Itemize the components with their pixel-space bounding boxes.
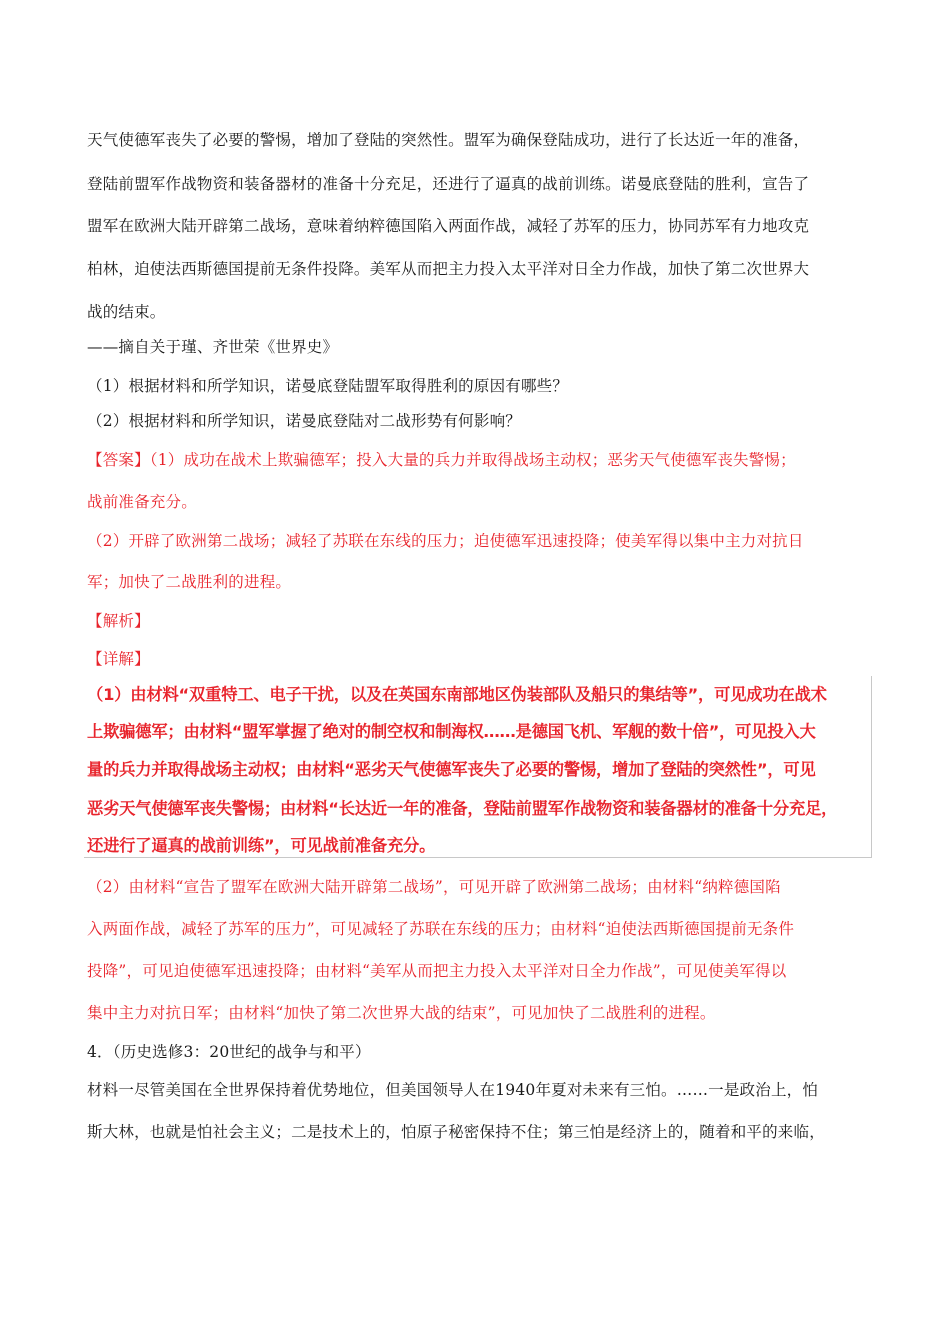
detail-line: 上欺骗德军；由材料“盟军掌握了绝对的制空权和制海权……是德国飞机、军舰的数十倍”，可见投入大 <box>87 722 816 741</box>
question-4-line: 材料一尽管美国在全世界保持着优势地位，但美国领导人在1940年夏对未来有三怕。……一是政治上，怕 <box>87 1081 819 1099</box>
answer-line: 战前准备充分。 <box>87 493 197 511</box>
answer-line: （2）开辟了欧洲第二战场；减轻了苏联在东线的压力；迫使德军迅速投降；使美军得以集中主力对抗日 <box>87 532 804 550</box>
detail-line: （1）由材料“双重特工、电子干扰，以及在英国东南部地区伪装部队及船只的集结等”，可见成功在战术 <box>87 685 827 704</box>
question-4-title: 4．（历史选修3：20世纪的战争与和平） <box>87 1043 371 1061</box>
detail-line: （2）由材料“宣告了盟军在欧洲大陆开辟第二战场”，可见开辟了欧洲第二战场；由材料“纳粹德国陷 <box>87 878 781 896</box>
question-4-line: 斯大林，也就是怕社会主义；二是技术上的，怕原子秘密保持不住；第三怕是经济上的，随着和平的来临， <box>87 1123 825 1141</box>
analysis-label: 【解析】 <box>87 612 150 630</box>
question-2: （2）根据材料和所学知识，诺曼底登陆对二战形势有何影响？ <box>87 412 521 430</box>
material-line: 登陆前盟军作战物资和装备器材的准备十分充足，还进行了逼真的战前训练。诺曼底登陆的胜利，宣告了 <box>87 175 810 193</box>
detail-line: 集中主力对抗日军；由材料“加快了第二次世界大战的结束”，可见加快了二战胜利的进程。 <box>87 1004 716 1022</box>
material-line: 天气使德军丧失了必要的警惕，增加了登陆的突然性。盟军为确保登陆成功，进行了长达近一年的准备， <box>87 131 810 149</box>
answer-line: 军；加快了二战胜利的进程。 <box>87 573 292 591</box>
answer-line: 【答案】（1）成功在战术上欺骗德军；投入大量的兵力并取得战场主动权；恶劣天气使德军丧失警惕； <box>87 451 796 469</box>
detail-line: 投降”，可见迫使德军迅速投降；由材料“美军从而把主力投入太平洋对日全力作战”，可见使美军得以 <box>87 962 787 980</box>
detail-label: 【详解】 <box>87 650 150 668</box>
detail-line: 恶劣天气使德军丧失警惕；由材料“长达近一年的准备，登陆前盟军作战物资和装备器材的准备十分充足， <box>87 799 838 818</box>
material-line: 盟军在欧洲大陆开辟第二战场，意味着纳粹德国陷入两面作战，减轻了苏军的压力，协同苏军有力地攻克 <box>87 217 810 235</box>
detail-line: 入两面作战，减轻了苏军的压力”，可见减轻了苏联在东线的压力；由材料“迫使法西斯德国提前无条件 <box>87 920 795 938</box>
material-line: 柏林，迫使法西斯德国提前无条件投降。美军从而把主力投入太平洋对日全力作战，加快了第二次世界大 <box>87 260 810 278</box>
material-line: 战的结束。 <box>87 303 166 321</box>
source-citation: ——摘自关于瑾、齐世荣《世界史》 <box>87 338 339 356</box>
detail-line: 量的兵力并取得战场主动权；由材料“恶劣天气使德军丧失了必要的警惕，增加了登陆的突然性”，可见 <box>87 760 816 779</box>
detail-line: 还进行了逼真的战前训练”，可见战前准备充分。 <box>87 836 436 855</box>
question-1: （1）根据材料和所学知识，诺曼底登陆盟军取得胜利的原因有哪些？ <box>87 377 569 395</box>
